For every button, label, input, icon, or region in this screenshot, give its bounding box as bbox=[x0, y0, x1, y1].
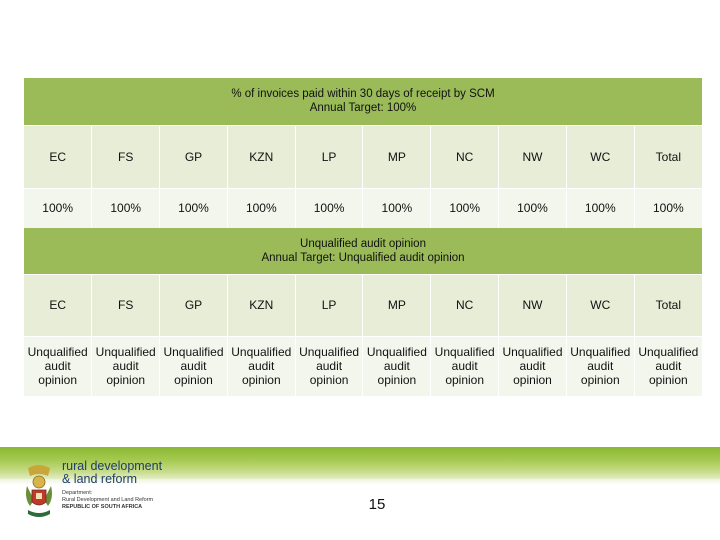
invoice-value-cell: 100% bbox=[566, 188, 634, 228]
audit-value-cell: Unqualified audit opinion bbox=[24, 336, 92, 396]
logo-department-name: Rural Development and Land Reform bbox=[62, 497, 154, 503]
invoice-total-cell: 100% bbox=[634, 188, 702, 228]
province-header: WC bbox=[566, 274, 634, 336]
audit-value-cell: Unqualified audit opinion bbox=[566, 336, 634, 396]
total-header: Total bbox=[634, 125, 702, 188]
logo-country: REPUBLIC OF SOUTH AFRICA bbox=[62, 504, 143, 510]
invoice-value-cell: 100% bbox=[92, 188, 160, 228]
province-header: EC bbox=[24, 125, 92, 188]
invoice-value-cell: 100% bbox=[295, 188, 363, 228]
audit-value-cell: Unqualified audit opinion bbox=[363, 336, 431, 396]
total-header: Total bbox=[634, 274, 702, 336]
invoice-value-cell: 100% bbox=[499, 188, 567, 228]
audit-section-title: Unqualified audit opinion bbox=[300, 237, 426, 250]
logo-department-label: Department: bbox=[62, 490, 93, 496]
audit-annual-target: Annual Target: Unqualified audit opinion bbox=[261, 251, 465, 264]
audit-value-cell: Unqualified audit opinion bbox=[499, 336, 567, 396]
department-logo bbox=[22, 460, 182, 532]
invoice-value-cell: 100% bbox=[227, 188, 295, 228]
audit-value-cell: Unqualified audit opinion bbox=[227, 336, 295, 396]
audit-value-cell: Unqualified audit opinion bbox=[295, 336, 363, 396]
audit-value-cell: Unqualified audit opinion bbox=[160, 336, 228, 396]
province-header: NW bbox=[499, 125, 567, 188]
province-header: WC bbox=[566, 125, 634, 188]
province-header: EC bbox=[24, 274, 92, 336]
province-header: FS bbox=[92, 125, 160, 188]
province-header: GP bbox=[160, 274, 228, 336]
audit-total-cell: Unqualified audit opinion bbox=[634, 336, 702, 396]
province-header: NC bbox=[431, 274, 499, 336]
invoices-paid-table bbox=[24, 78, 702, 229]
province-header: NW bbox=[499, 274, 567, 336]
invoice-value-cell: 100% bbox=[431, 188, 499, 228]
logo-title-line1: rural development bbox=[62, 459, 163, 473]
province-header: KZN bbox=[227, 125, 295, 188]
invoices-section-title: % of invoices paid within 30 days of receipt by SCM bbox=[231, 88, 495, 101]
audit-value-cell: Unqualified audit opinion bbox=[92, 336, 160, 396]
invoice-value-cell: 100% bbox=[24, 188, 92, 228]
audit-value-cell: Unqualified audit opinion bbox=[431, 336, 499, 396]
province-header: MP bbox=[363, 274, 431, 336]
logo-title-line2: & land reform bbox=[62, 472, 138, 486]
province-header: KZN bbox=[227, 274, 295, 336]
audit-opinion-table bbox=[24, 228, 702, 397]
province-header: MP bbox=[363, 125, 431, 188]
province-header: NC bbox=[431, 125, 499, 188]
province-header: GP bbox=[160, 125, 228, 188]
invoices-annual-target: Annual Target: 100% bbox=[309, 102, 417, 115]
province-header: FS bbox=[92, 274, 160, 336]
audit-section-header bbox=[24, 228, 702, 274]
invoice-value-cell: 100% bbox=[363, 188, 431, 228]
invoice-value-cell: 100% bbox=[160, 188, 228, 228]
page-number: 15 bbox=[368, 496, 386, 513]
invoices-section-header bbox=[24, 78, 702, 125]
coat-of-arms-icon bbox=[22, 462, 56, 522]
province-header: LP bbox=[295, 274, 363, 336]
province-header: LP bbox=[295, 125, 363, 188]
